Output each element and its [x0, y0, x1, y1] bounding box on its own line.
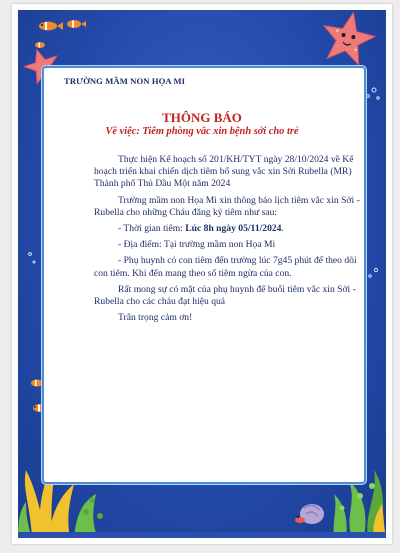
time-value: Lúc 8h ngày 05/11/2024 — [185, 223, 282, 235]
notice-body — [94, 154, 364, 328]
clownfish-icon — [67, 20, 86, 28]
paragraph-place: - Địa điểm: Tại trường mầm non Họa Mi — [118, 239, 276, 251]
document-page — [12, 4, 392, 544]
paragraph-plan: Thực hiện Kế hoạch số 201/KH/TYT ngày 28/10/2024 về Kế hoạch triển khai chiến dịch tiêm bổ sung vắc xin Sởi Rubella (MR) Thành phố Thủ Dầu Một năm 2024 — [94, 154, 354, 190]
paragraph-hope: Rất mong sự có mặt của phụ huynh để buổi tiêm vắc xin Sởi - Rubella cho các cháu đạt hiệu quả — [94, 283, 356, 308]
time-end: . — [281, 223, 284, 235]
sand-floor — [18, 532, 386, 538]
clownfish-icon — [35, 42, 45, 48]
paragraph-schedule: Trường mầm non Họa Mi xin thông báo lịch tiêm vắc xin Sởi - Rubella cho những Cháu đăng ký tiêm như sau: — [94, 194, 360, 218]
paragraph-thanks: Trân trọng cảm ơn! — [118, 312, 193, 324]
clownfish-icon — [39, 22, 63, 31]
hermit-crab-icon — [295, 504, 324, 524]
paragraph-parents: - Phụ huynh có con tiêm đến trường lúc 7g45 phút để theo dõi con tiêm. Khi đến mang theo sổ tiêm ngừa của con. — [94, 255, 357, 279]
paragraph-time — [94, 223, 364, 235]
school-name: TRƯỜNG MẦM NON HỌA MI — [64, 76, 186, 86]
notice-subtitle: Về việc: Tiêm phòng vắc xin bệnh sởi cho trẻ — [105, 126, 299, 137]
starfish-icon — [318, 7, 379, 67]
time-label: - Thời gian tiêm: — [118, 223, 186, 235]
notice-title: THÔNG BÁO — [162, 110, 242, 125]
